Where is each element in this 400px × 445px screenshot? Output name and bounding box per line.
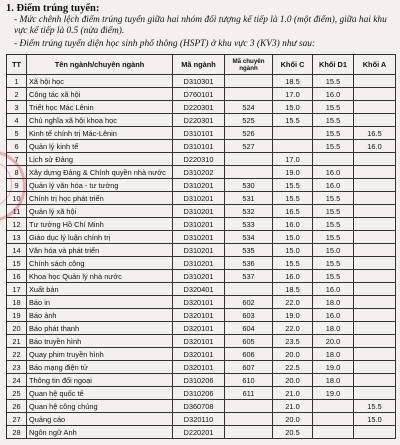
major-code: D310201 <box>173 231 225 244</box>
score-block-d1: 16.0 <box>313 88 354 101</box>
major-name: Chính sách công <box>27 257 173 270</box>
major-name: Báo in <box>27 296 173 309</box>
major-name: Quan hệ công chúng <box>27 400 173 413</box>
score-block-d1: 18.0 <box>313 322 354 335</box>
score-block-d1 <box>313 426 354 439</box>
row-number: 2 <box>7 88 27 101</box>
major-name: Xuất bản <box>27 283 173 296</box>
score-block-c: 19.0 <box>273 309 313 322</box>
specialization-code: 527 <box>225 140 273 153</box>
table-row <box>7 335 396 348</box>
score-block-a <box>354 257 396 270</box>
row-number: 19 <box>7 309 27 322</box>
major-code: D220201 <box>173 426 225 439</box>
row-number: 9 <box>7 179 27 192</box>
table-row <box>7 75 396 88</box>
specialization-code <box>225 400 273 413</box>
major-code: D320101 <box>173 309 225 322</box>
major-code: D320101 <box>173 296 225 309</box>
score-block-c: 22.5 <box>273 361 313 374</box>
score-block-d1: 15.5 <box>313 75 354 88</box>
score-block-d1 <box>313 413 354 426</box>
score-block-d1: 18.0 <box>313 374 354 387</box>
table-header-row <box>7 55 396 75</box>
table-row <box>7 114 396 127</box>
score-block-c: 15.5 <box>273 114 313 127</box>
table-row <box>7 231 396 244</box>
major-name: Báo truyền hình <box>27 335 173 348</box>
score-block-c: 20.0 <box>273 374 313 387</box>
score-block-a <box>354 361 396 374</box>
specialization-code <box>225 283 273 296</box>
specialization-code <box>225 153 273 166</box>
specialization-code: 535 <box>225 244 273 257</box>
score-block-a <box>354 387 396 400</box>
specialization-code <box>225 88 273 101</box>
table-row <box>7 400 396 413</box>
table-row <box>7 270 396 283</box>
section-title: 1. Điểm trúng tuyển: <box>6 3 100 14</box>
row-number: 14 <box>7 244 27 257</box>
score-block-d1: 15.5 <box>313 114 354 127</box>
score-block-c <box>273 140 313 153</box>
major-name: Báo mạng điện tử <box>27 361 173 374</box>
score-block-a <box>354 231 396 244</box>
major-name: Triết học Mác Lênin <box>27 101 173 114</box>
major-name: Báo ảnh <box>27 309 173 322</box>
score-block-d1: 20.0 <box>313 335 354 348</box>
score-block-c: 20.0 <box>273 348 313 361</box>
score-block-d1: 15.0 <box>313 244 354 257</box>
score-block-c: 22.0 <box>273 296 313 309</box>
table-row <box>7 387 396 400</box>
admission-score-table <box>6 54 396 439</box>
score-block-c: 21.0 <box>273 400 313 413</box>
major-code: D310206 <box>173 374 225 387</box>
table-row <box>7 127 396 140</box>
score-block-d1: 19.0 <box>313 387 354 400</box>
specialization-code: 604 <box>225 322 273 335</box>
header-tt: TT <box>7 55 27 75</box>
table-row <box>7 166 396 179</box>
table-row <box>7 179 396 192</box>
header-name: Tên ngành/chuyên ngành <box>27 55 173 75</box>
score-block-d1: 15.5 <box>313 218 354 231</box>
score-block-a <box>354 114 396 127</box>
major-name: Xây dựng Đảng & Chính quyền nhà nước <box>27 166 173 179</box>
major-code: D310201 <box>173 257 225 270</box>
row-number: 15 <box>7 257 27 270</box>
score-block-a <box>354 153 396 166</box>
row-number: 10 <box>7 192 27 205</box>
score-block-c: 15.0 <box>273 244 313 257</box>
row-number: 1 <box>7 75 27 88</box>
major-name: Quay phim truyền hình <box>27 348 173 361</box>
score-block-d1 <box>313 400 354 413</box>
score-block-a <box>354 101 396 114</box>
table-row <box>7 140 396 153</box>
score-block-a <box>354 348 396 361</box>
score-block-c: 23.5 <box>273 335 313 348</box>
score-block-a <box>354 205 396 218</box>
major-name: Quản lý kinh tế <box>27 140 173 153</box>
table-row <box>7 296 396 309</box>
score-block-d1: 15.5 <box>313 140 354 153</box>
score-block-d1: 16.0 <box>313 309 354 322</box>
row-number: 11 <box>7 205 27 218</box>
score-block-a <box>354 322 396 335</box>
specialization-code: 603 <box>225 309 273 322</box>
table-row <box>7 205 396 218</box>
row-number: 18 <box>7 296 27 309</box>
score-block-a <box>354 283 396 296</box>
score-block-c: 18.5 <box>273 75 313 88</box>
table-row <box>7 257 396 270</box>
specialization-code: 531 <box>225 192 273 205</box>
score-block-c: 15.0 <box>273 101 313 114</box>
score-block-d1: 16.0 <box>313 283 354 296</box>
major-name: Quản lý văn hóa - tư tưởng <box>27 179 173 192</box>
specialization-code: 524 <box>225 101 273 114</box>
score-block-c: 19.0 <box>273 166 313 179</box>
major-name: Chính trị học phát triển <box>27 192 173 205</box>
score-block-a <box>354 426 396 439</box>
row-number: 13 <box>7 231 27 244</box>
row-number: 3 <box>7 101 27 114</box>
row-number: 27 <box>7 413 27 426</box>
score-block-c: 15.0 <box>273 231 313 244</box>
major-code: D760101 <box>173 88 225 101</box>
major-code: D310201 <box>173 192 225 205</box>
major-code: D310201 <box>173 205 225 218</box>
major-name: Kinh tế chính trị Mác-Lênin <box>27 127 173 140</box>
note-2: - Điểm trúng tuyển diện học sinh phổ thông (HSPT) ở khu vực 3 (KV3) như sau: <box>14 39 316 49</box>
header-sub-code: Mã chuyên ngành <box>225 55 273 75</box>
score-block-c: 18.5 <box>273 283 313 296</box>
score-block-a <box>354 270 396 283</box>
major-name: Báo phát thanh <box>27 322 173 335</box>
score-block-a <box>354 179 396 192</box>
major-code: D220301 <box>173 114 225 127</box>
header-block-a: Khối A <box>354 55 396 75</box>
row-number: 16 <box>7 270 27 283</box>
specialization-code: 533 <box>225 218 273 231</box>
score-block-c: 15.5 <box>273 192 313 205</box>
major-name: Giáo dục lý luận chính trị <box>27 231 173 244</box>
major-code: D320101 <box>173 348 225 361</box>
score-block-d1 <box>313 153 354 166</box>
row-number: 4 <box>7 114 27 127</box>
major-code: D310201 <box>173 218 225 231</box>
score-block-d1: 15.5 <box>313 205 354 218</box>
row-number: 28 <box>7 426 27 439</box>
score-block-c: 15.5 <box>273 179 313 192</box>
specialization-code <box>225 413 273 426</box>
note-1: - Mức chênh lệch điểm trúng tuyển giữa hai nhóm đối tượng kế tiếp là 1.0 (một điểm), giữa hai khu vực kế tiếp là 0.5 (nửa điểm). <box>14 15 387 36</box>
table-row <box>7 153 396 166</box>
table-row <box>7 309 396 322</box>
specialization-code: 606 <box>225 348 273 361</box>
specialization-code: 526 <box>225 127 273 140</box>
major-code: D310101 <box>173 127 225 140</box>
table-row <box>7 283 396 296</box>
specialization-code: 605 <box>225 335 273 348</box>
table-row <box>7 244 396 257</box>
score-block-a <box>354 244 396 257</box>
row-number: 6 <box>7 140 27 153</box>
table-row <box>7 322 396 335</box>
score-block-a <box>354 88 396 101</box>
score-block-d1: 19.0 <box>313 361 354 374</box>
specialization-code: 607 <box>225 361 273 374</box>
specialization-code <box>225 426 273 439</box>
score-block-a <box>354 192 396 205</box>
score-block-a: 15.5 <box>354 400 396 413</box>
major-code: D320401 <box>173 283 225 296</box>
table-row <box>7 348 396 361</box>
specialization-code: 532 <box>225 205 273 218</box>
score-block-d1: 16.0 <box>313 179 354 192</box>
major-name: Quan hệ quốc tế <box>27 387 173 400</box>
score-block-a: 16.5 <box>354 127 396 140</box>
major-code: D310206 <box>173 387 225 400</box>
row-number: 26 <box>7 400 27 413</box>
major-code: D320110 <box>173 413 225 426</box>
row-number: 7 <box>7 153 27 166</box>
row-number: 8 <box>7 166 27 179</box>
specialization-code <box>225 75 273 88</box>
score-block-c: 20.0 <box>273 413 313 426</box>
score-block-a <box>354 166 396 179</box>
major-code: D220301 <box>173 101 225 114</box>
header-block-c: Khối C <box>273 55 313 75</box>
score-block-c: 17.0 <box>273 88 313 101</box>
table-row <box>7 192 396 205</box>
specialization-code: 530 <box>225 179 273 192</box>
table-row <box>7 374 396 387</box>
table-row <box>7 426 396 439</box>
specialization-code: 536 <box>225 257 273 270</box>
score-block-a <box>354 296 396 309</box>
score-block-d1: 16.0 <box>313 166 354 179</box>
specialization-code: 534 <box>225 231 273 244</box>
score-block-a <box>354 335 396 348</box>
major-code: D310201 <box>173 179 225 192</box>
major-name: Văn hóa và phát triển <box>27 244 173 257</box>
major-code: D360708 <box>173 400 225 413</box>
table-row <box>7 413 396 426</box>
score-block-d1: 15.5 <box>313 231 354 244</box>
major-code: D320101 <box>173 335 225 348</box>
row-number: 25 <box>7 387 27 400</box>
score-block-a: 15.0 <box>354 413 396 426</box>
major-code: D310101 <box>173 140 225 153</box>
score-block-c: 17.0 <box>273 153 313 166</box>
specialization-code: 610 <box>225 374 273 387</box>
major-code: D320101 <box>173 361 225 374</box>
table-row <box>7 218 396 231</box>
score-block-a <box>354 374 396 387</box>
major-code: D310201 <box>173 270 225 283</box>
score-block-a <box>354 75 396 88</box>
score-block-c: 16.0 <box>273 218 313 231</box>
major-name: Khoa học Quản lý nhà nước <box>27 270 173 283</box>
score-block-a: 16.0 <box>354 140 396 153</box>
score-block-d1: 15.5 <box>313 127 354 140</box>
major-name: Ngôn ngữ Anh <box>27 426 173 439</box>
major-code: D220310 <box>173 153 225 166</box>
major-code: D310202 <box>173 166 225 179</box>
score-block-c <box>273 127 313 140</box>
specialization-code: 611 <box>225 387 273 400</box>
major-name: Công tác xã hội <box>27 88 173 101</box>
header-code: Mã ngành <box>173 55 225 75</box>
table-row <box>7 101 396 114</box>
score-block-d1: 15.5 <box>313 257 354 270</box>
score-block-c: 20.5 <box>273 426 313 439</box>
score-block-a <box>354 309 396 322</box>
score-block-a <box>354 218 396 231</box>
score-block-d1: 18.0 <box>313 348 354 361</box>
specialization-code: 537 <box>225 270 273 283</box>
row-number: 12 <box>7 218 27 231</box>
major-name: Quản lý xã hội <box>27 205 173 218</box>
score-block-d1: 18.0 <box>313 296 354 309</box>
row-number: 5 <box>7 127 27 140</box>
major-code: D310301 <box>173 75 225 88</box>
score-block-d1: 15.5 <box>313 192 354 205</box>
major-name: Chủ nghĩa xã hội khoa học <box>27 114 173 127</box>
row-number: 22 <box>7 348 27 361</box>
score-block-c: 16.0 <box>273 270 313 283</box>
table-body <box>7 75 396 439</box>
major-name: Tư tưởng Hồ Chí Minh <box>27 218 173 231</box>
score-block-d1: 15.5 <box>313 270 354 283</box>
specialization-code: 525 <box>225 114 273 127</box>
score-block-c: 16.5 <box>273 205 313 218</box>
score-block-c: 21.0 <box>273 387 313 400</box>
score-block-c: 15.5 <box>273 257 313 270</box>
table-row <box>7 361 396 374</box>
major-name: Lịch sử Đảng <box>27 153 173 166</box>
score-block-d1: 15.5 <box>313 101 354 114</box>
major-code: D310201 <box>173 244 225 257</box>
header-block-d1: Khối D1 <box>313 55 354 75</box>
row-number: 24 <box>7 374 27 387</box>
row-number: 17 <box>7 283 27 296</box>
row-number: 23 <box>7 361 27 374</box>
specialization-code <box>225 166 273 179</box>
row-number: 21 <box>7 335 27 348</box>
major-code: D320101 <box>173 322 225 335</box>
major-name: Quảng cáo <box>27 413 173 426</box>
table-row <box>7 88 396 101</box>
row-number: 20 <box>7 322 27 335</box>
major-name: Thông tin đối ngoại <box>27 374 173 387</box>
score-block-c: 22.0 <box>273 322 313 335</box>
major-name: Xã hội học <box>27 75 173 88</box>
specialization-code: 602 <box>225 296 273 309</box>
